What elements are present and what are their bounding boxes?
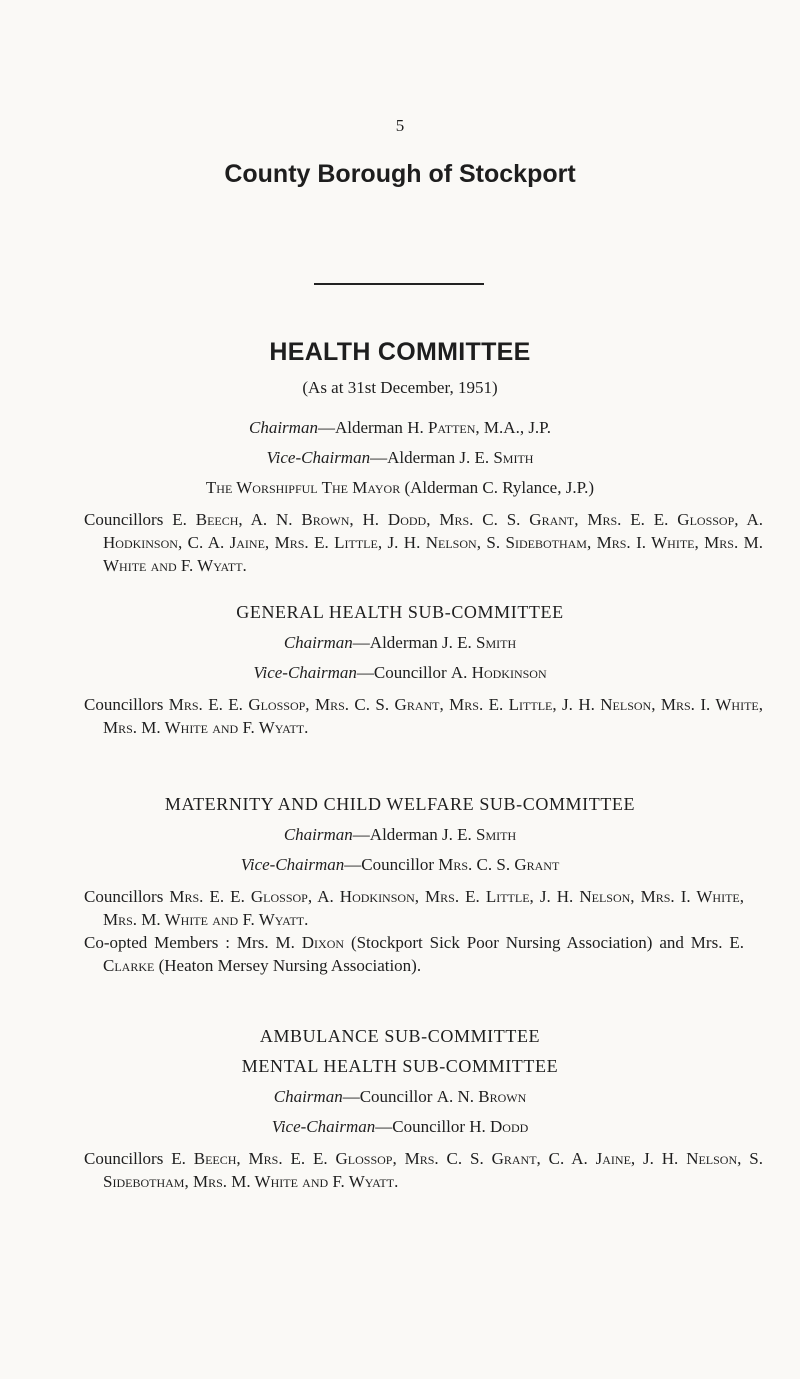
- general-health-chairman: Chairman—Alderman J. E. Smith: [283, 633, 517, 652]
- maternity-councillors: Councillors Mrs. E. E. Glossop, A. Hodkinson, Mrs. E. Little, J. H. Nelson, Mrs. I. White, Mrs. M. White and F. Wyatt.: [84, 887, 744, 929]
- ambulance-title: AMBULANCE SUB-COMMITTEE: [259, 1026, 541, 1046]
- health-committee-councillors: Councillors E. Beech, A. N. Brown, H. Dodd, Mrs. C. S. Grant, Mrs. E. E. Glossop, A. Hodkinson, C. A. Jaine, Mrs. E. Little, J. H. Nelson, S. Sidebotham, Mrs. I. White, Mrs. M. White and F. Wyatt.: [84, 510, 763, 575]
- page-number: 5: [395, 116, 405, 135]
- health-committee-mayor: The Worshipful The Mayor (Alderman C. Rylance, J.P.): [205, 478, 595, 497]
- mental-health-title: MENTAL HEALTH SUB-COMMITTEE: [241, 1056, 559, 1076]
- maternity-title: MATERNITY AND CHILD WELFARE SUB-COMMITTEE: [164, 794, 636, 814]
- general-health-vice-chairman: Vice-Chairman—Councillor A. Hodkinson: [253, 663, 547, 682]
- general-health-title: GENERAL HEALTH SUB-COMMITTEE: [236, 602, 564, 622]
- maternity-chairman: Chairman—Alderman J. E. Smith: [283, 825, 517, 844]
- health-committee-chairman: Chairman—Alderman H. Patten, M.A., J.P.: [248, 418, 552, 437]
- general-health-councillors: Councillors Mrs. E. E. Glossop, Mrs. C. S. Grant, Mrs. E. Little, J. H. Nelson, Mrs. I. White, Mrs. M. White and F. Wyatt.: [84, 695, 763, 737]
- ambulance-vice-chairman: Vice-Chairman—Councillor H. Dodd: [271, 1117, 529, 1136]
- ambulance-councillors: Councillors E. Beech, Mrs. E. E. Glossop, Mrs. C. S. Grant, C. A. Jaine, J. H. Nelson, S. Sidebotham, Mrs. M. White and F. Wyatt.: [84, 1149, 763, 1191]
- document-title: County Borough of Stockport: [224, 160, 576, 188]
- ambulance-chairman: Chairman—Councillor A. N. Brown: [273, 1087, 527, 1106]
- health-committee-vice-chairman: Vice-Chairman—Alderman J. E. Smith: [266, 448, 534, 467]
- date-note: (As at 31st December, 1951): [302, 378, 498, 397]
- maternity-coopted: Co-opted Members : Mrs. M. Dixon (Stockport Sick Poor Nursing Association) and Mrs. E. Clarke (Heaton Mersey Nursing Association).: [84, 933, 744, 975]
- maternity-members: [84, 885, 744, 977]
- maternity-vice-chairman: Vice-Chairman—Councillor Mrs. C. S. Grant: [240, 855, 560, 874]
- divider-rule: [314, 283, 484, 285]
- health-committee-title: HEALTH COMMITTEE: [269, 338, 531, 366]
